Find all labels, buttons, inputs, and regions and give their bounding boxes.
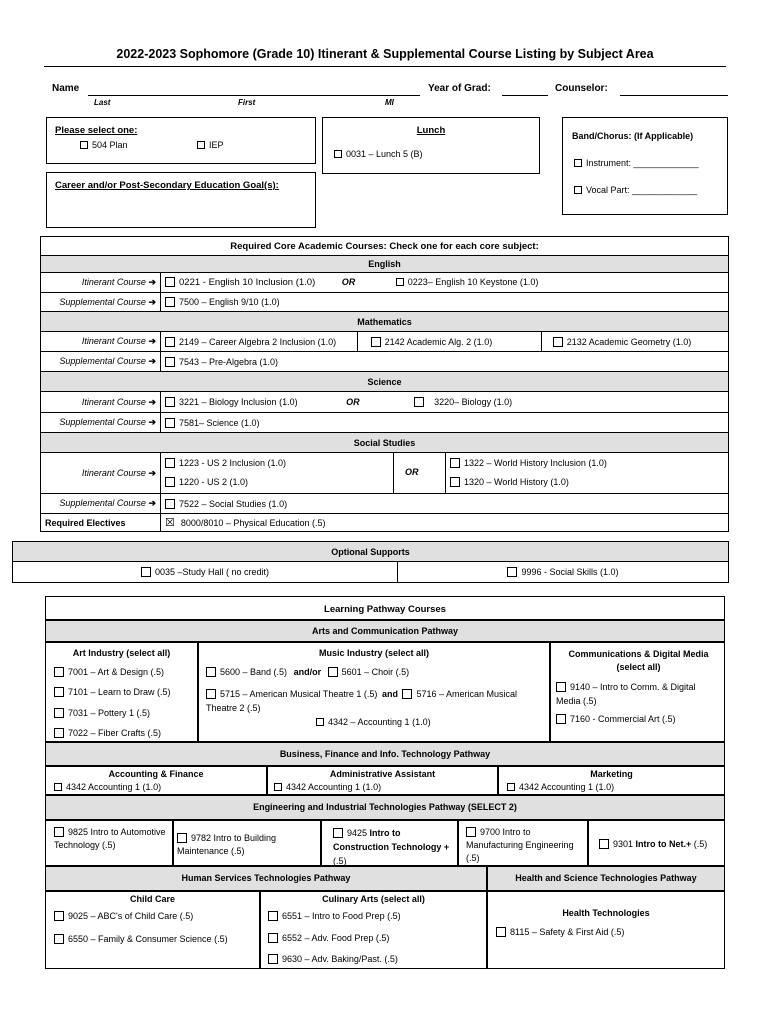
- checkbox[interactable]: [574, 186, 582, 194]
- eng-9425-cell: [321, 820, 458, 866]
- english-itinerant-options: [161, 273, 729, 293]
- checkbox[interactable]: [553, 337, 563, 347]
- title-rule: [44, 66, 726, 67]
- checkbox[interactable]: [165, 499, 175, 509]
- supplemental-label: Supplemental Course ➔: [41, 352, 161, 372]
- eng-9425-title: Intro to Construction Technology +: [333, 828, 450, 852]
- child-care-heading: Child Care: [129, 894, 175, 904]
- eng-9700-cell: [458, 820, 588, 866]
- social-7522-label: 7522 – Social Studies (1.0): [179, 498, 288, 509]
- eng-9825-cell: [45, 820, 173, 866]
- eng-9425-option[interactable]: [333, 826, 457, 868]
- checkbox[interactable]: [197, 141, 205, 149]
- checkbox[interactable]: [54, 783, 62, 791]
- name-label: Name: [52, 83, 80, 94]
- checkbox[interactable]: [333, 828, 343, 838]
- lunch-option[interactable]: [334, 149, 423, 159]
- checkbox[interactable]: [165, 277, 175, 287]
- eng-9782-cell: [173, 820, 321, 866]
- admin-4342-label: 4342 Accounting 1 (1.0): [286, 782, 382, 792]
- instrument-option[interactable]: [574, 158, 699, 168]
- social-skills-label: 9996 - Social Skills (1.0): [521, 567, 619, 577]
- arrow-right-icon: ➔: [148, 417, 156, 427]
- band-box: [562, 117, 728, 215]
- itinerant-label: Itinerant Course ➔: [41, 453, 161, 494]
- checkbox[interactable]: [54, 934, 64, 944]
- accounting-cell: [45, 766, 267, 795]
- social-heading: Social Studies: [41, 433, 729, 453]
- music-5601-option[interactable]: [328, 667, 410, 677]
- math-2149-option[interactable]: [165, 337, 336, 347]
- culinary-9630-label: 9630 – Adv. Baking/Past. (.5): [282, 954, 398, 964]
- checkbox[interactable]: [54, 827, 64, 837]
- checkbox[interactable]: [165, 357, 175, 367]
- checkbox[interactable]: [599, 839, 609, 849]
- culinary-cell: [260, 891, 487, 969]
- eng-9301-cell: [588, 820, 725, 866]
- social-1320-option[interactable]: [450, 477, 569, 487]
- math-7543-label: 7543 – Pre-Algebra (1.0): [179, 356, 279, 367]
- checkbox[interactable]: [165, 458, 175, 468]
- culinary-6551-label: 6551 – Intro to Food Prep (.5): [282, 911, 401, 921]
- and-label: and: [381, 689, 398, 699]
- marketing-cell: [498, 766, 725, 795]
- eng-9425-code: 9425: [347, 828, 370, 838]
- english-0221-option[interactable]: [165, 277, 315, 287]
- social-1322-option[interactable]: [450, 458, 607, 468]
- accounting-heading: Accounting & Finance: [108, 769, 204, 779]
- science-itinerant-options: [161, 392, 729, 413]
- art-7101-option[interactable]: [54, 687, 171, 697]
- checkbox[interactable]: [466, 827, 476, 837]
- arrow-right-icon: ➔: [148, 336, 156, 346]
- checkbox[interactable]: [54, 728, 64, 738]
- admin-cell: [267, 766, 498, 795]
- art-7101-label: 7101 – Learn to Draw (.5): [68, 687, 171, 697]
- health-tech-heading: Health Technologies: [562, 908, 650, 918]
- comm-7160-label: 7160 - Commercial Art (.5): [570, 714, 676, 724]
- core-heading: Required Core Academic Courses: Check one for each core subject:: [41, 237, 729, 256]
- eng-9782-option[interactable]: [177, 832, 317, 858]
- social-1320-label: 1320 – World History (1.0): [464, 477, 569, 487]
- english-7500-label: 7500 – English 9/10 (1.0): [179, 297, 280, 307]
- checkbox[interactable]: [54, 667, 64, 677]
- culinary-6552-option[interactable]: [268, 933, 389, 943]
- math-2142-label: 2142 Academic Alg. 2 (1.0): [384, 336, 493, 347]
- social-1223-label: 1223 - US 2 Inclusion (1.0): [179, 458, 287, 468]
- music-5600-label: 5600 – Band (.5): [220, 667, 288, 677]
- art-7022-label: 7022 – Fiber Crafts (.5): [68, 728, 162, 738]
- study-hall-label: 0035 –Study Hall ( no credit): [154, 567, 270, 577]
- career-heading: Career and/or Post-Secondary Education Goal(s):: [55, 180, 279, 191]
- page-title: 2022-2023 Sophomore (Grade 10) Itinerant & Supplemental Course Listing by Subject Area: [116, 47, 654, 61]
- lunch-box: [322, 117, 540, 174]
- health-cell: [487, 891, 725, 969]
- science-3220-label: 3220– Biology (1.0): [434, 397, 513, 407]
- supplemental-label: Supplemental Course ➔: [41, 494, 161, 514]
- music-industry-cell: [198, 642, 550, 742]
- checkbox[interactable]: [334, 150, 342, 158]
- music-4342-option[interactable]: [316, 717, 431, 727]
- eng-9700-option[interactable]: [466, 826, 588, 865]
- checkbox[interactable]: [414, 397, 424, 407]
- music-5716-label: 5716 – American Musical Theatre 2 (.5): [206, 689, 518, 713]
- checkbox[interactable]: [450, 458, 460, 468]
- checkbox[interactable]: [268, 954, 278, 964]
- admin-4342-option[interactable]: [274, 782, 381, 792]
- checkbox[interactable]: [496, 927, 506, 937]
- social-7522-option[interactable]: [161, 494, 729, 514]
- plan-504-option[interactable]: [80, 140, 128, 150]
- health-heading: Health and Science Technologies Pathway: [487, 866, 725, 891]
- accounting-4342-label: 4342 Accounting 1 (1.0): [66, 782, 162, 792]
- eng-9301-option[interactable]: [599, 839, 707, 849]
- science-3221-option[interactable]: [165, 397, 298, 407]
- last-label: Last: [94, 98, 111, 107]
- music-4342-label: 4342 – Accounting 1 (1.0): [328, 717, 431, 727]
- science-7581-option[interactable]: [161, 413, 729, 433]
- art-7001-option[interactable]: [54, 667, 164, 677]
- arrow-right-icon: ➔: [148, 277, 156, 287]
- iep-label: IEP: [209, 140, 224, 150]
- child-6550-option[interactable]: [54, 934, 228, 944]
- social-1223-option[interactable]: [165, 458, 286, 468]
- counselor-label: Counselor:: [555, 83, 608, 94]
- social-1220-option[interactable]: [165, 477, 248, 487]
- art-7022-option[interactable]: [54, 728, 161, 738]
- art-7031-label: 7031 – Pottery 1 (.5): [68, 708, 151, 718]
- art-heading: Art Industry (select all): [72, 648, 171, 658]
- human-services-heading: Human Services Technologies Pathway: [45, 866, 487, 891]
- arts-heading: Arts and Communication Pathway: [45, 620, 725, 642]
- social-itinerant-options: [161, 453, 729, 494]
- social-skills-option[interactable]: [398, 562, 729, 583]
- checkbox[interactable]: [371, 337, 381, 347]
- math-itinerant-options: [161, 332, 729, 352]
- and-or-label: and/or: [293, 667, 322, 677]
- checkbox[interactable]: [80, 141, 88, 149]
- first-label: First: [238, 98, 256, 107]
- band-heading: Band/Chorus: (If Applicable): [572, 131, 694, 141]
- eng-9301-title: Intro to Net.+: [635, 839, 692, 849]
- checkbox[interactable]: [274, 783, 282, 791]
- study-hall-option[interactable]: [13, 562, 398, 583]
- marketing-4342-option[interactable]: [507, 782, 614, 792]
- eng-9425-credit: (.5): [333, 856, 347, 866]
- math-2132-label: 2132 Academic Geometry (1.0): [566, 336, 692, 347]
- music-5600-option[interactable]: [206, 667, 287, 677]
- eng-9825-option[interactable]: [54, 826, 172, 852]
- arrow-right-icon: ➔: [148, 356, 156, 366]
- checkbox[interactable]: [165, 477, 175, 487]
- checkbox[interactable]: [396, 278, 404, 286]
- child-9025-option[interactable]: [54, 911, 193, 921]
- science-7581-label: 7581– Science (1.0): [179, 417, 260, 428]
- english-0223-option[interactable]: [396, 277, 539, 287]
- checkbox[interactable]: [316, 718, 324, 726]
- marketing-heading: Marketing: [590, 769, 633, 779]
- culinary-6551-option[interactable]: [268, 911, 401, 921]
- eng-9301-code: 9301: [613, 839, 636, 849]
- checkbox[interactable]: [556, 714, 566, 724]
- name-field[interactable]: [88, 95, 420, 96]
- english-heading: English: [41, 256, 729, 273]
- checkbox[interactable]: [556, 682, 566, 692]
- eng-9825-label: 9825 Intro to Automotive Technology (.5): [54, 827, 166, 850]
- english-7500-option[interactable]: [161, 293, 729, 312]
- culinary-9630-option[interactable]: [268, 954, 398, 964]
- checkbox[interactable]: [206, 667, 216, 677]
- culinary-heading: Culinary Arts (select all): [322, 894, 425, 904]
- checkbox[interactable]: [141, 567, 151, 577]
- iep-option[interactable]: [197, 140, 224, 150]
- instrument-label: Instrument: _____________: [586, 158, 699, 168]
- year-label: Year of Grad:: [428, 83, 491, 94]
- pathway-heading: Learning Pathway Courses: [324, 604, 446, 615]
- culinary-6552-label: 6552 – Adv. Food Prep (.5): [282, 933, 390, 943]
- checkbox[interactable]: [450, 477, 460, 487]
- or-label: OR: [346, 397, 360, 407]
- science-heading: Science: [41, 372, 729, 392]
- or-label: OR: [341, 277, 356, 287]
- music-5601-label: 5601 – Choir (.5): [341, 667, 410, 677]
- vocal-label: Vocal Part: _____________: [586, 185, 698, 195]
- business-heading: Business, Finance and Info. Technology Pathway: [45, 742, 725, 766]
- checkbox[interactable]: [165, 418, 175, 428]
- supplemental-label: Supplemental Course ➔: [41, 293, 161, 312]
- or-label: OR: [405, 467, 419, 477]
- checkbox[interactable]: [268, 933, 278, 943]
- pe-option[interactable]: [161, 514, 729, 532]
- art-7001-label: 7001 – Art & Design (.5): [68, 667, 165, 677]
- math-7543-option[interactable]: [161, 352, 729, 372]
- pe-label: 8000/8010 – Physical Education (.5): [180, 518, 326, 528]
- lunch-heading: Lunch: [416, 125, 446, 136]
- music-theatre-row: [206, 687, 546, 715]
- music-5715-option[interactable]: [206, 689, 377, 699]
- comm-9140-option[interactable]: [556, 680, 721, 708]
- health-8115-option[interactable]: [496, 927, 624, 937]
- accounting-4342-option[interactable]: [54, 782, 161, 792]
- health-8115-label: 8115 – Safety & First Aid (.5): [510, 927, 625, 937]
- english-0221-label: 0221 - English 10 Inclusion (1.0): [179, 277, 316, 288]
- music-band-choir-row: [206, 667, 409, 677]
- optional-supports-table: [12, 541, 729, 583]
- checkbox[interactable]: [165, 337, 175, 347]
- optional-heading: Optional Supports: [13, 542, 729, 562]
- art-7031-option[interactable]: [54, 708, 150, 718]
- year-field[interactable]: [502, 95, 548, 96]
- checkbox[interactable]: [177, 833, 187, 843]
- plan-504-label: 504 Plan: [92, 140, 128, 150]
- checkbox[interactable]: [165, 297, 175, 307]
- eng-9782-label: 9782 Intro to Building Maintenance (.5): [177, 833, 277, 856]
- checked-box-icon[interactable]: ☒: [165, 517, 175, 529]
- career-box: [46, 172, 316, 228]
- math-2142-option[interactable]: [371, 337, 493, 347]
- english-0223-label: 0223– English 10 Keystone (1.0): [407, 277, 539, 287]
- plan-box: [46, 117, 316, 164]
- itinerant-label: Itinerant Course ➔: [41, 332, 161, 352]
- art-industry-cell: [45, 642, 198, 742]
- comm-9140-label: 9140 – Intro to Comm. & Digital Media (.5): [556, 682, 696, 706]
- child-care-cell: [45, 891, 260, 969]
- eng-9700-label: 9700 Intro to Manufacturing Engineering (.5): [466, 827, 574, 863]
- arrow-right-icon: ➔: [148, 498, 156, 508]
- social-1322-label: 1322 – World History Inclusion (1.0): [464, 458, 607, 468]
- itinerant-label: Itinerant Course ➔: [41, 273, 161, 293]
- admin-heading: Administrative Assistant: [329, 769, 436, 779]
- checkbox[interactable]: [54, 708, 64, 718]
- itinerant-label: Itinerant Course ➔: [41, 392, 161, 413]
- checkbox[interactable]: [507, 567, 517, 577]
- supplemental-label: Supplemental Course ➔: [41, 413, 161, 433]
- arrow-right-icon: ➔: [148, 296, 156, 307]
- math-2132-option[interactable]: [553, 337, 692, 347]
- child-9025-label: 9025 – ABC's of Child Care (.5): [68, 911, 194, 921]
- social-1220-label: 1220 - US 2 (1.0): [179, 477, 249, 487]
- checkbox[interactable]: [402, 689, 412, 699]
- mi-label: MI: [385, 98, 394, 107]
- music-heading: Music Industry (select all): [318, 648, 430, 658]
- comm-7160-option[interactable]: [556, 714, 676, 724]
- checkbox[interactable]: [165, 397, 175, 407]
- arrow-right-icon: ➔: [148, 396, 156, 407]
- science-3221-label: 3221 – Biology Inclusion (1.0): [179, 397, 298, 407]
- checkbox[interactable]: [574, 159, 582, 167]
- checkbox[interactable]: [54, 687, 64, 697]
- checkbox[interactable]: [328, 667, 338, 677]
- comm-heading: Communications & Digital Media (select all): [568, 649, 709, 672]
- required-electives-label: Required Electives: [41, 514, 161, 532]
- core-courses-table: [40, 236, 729, 532]
- marketing-4342-label: 4342 Accounting 1 (1.0): [519, 782, 615, 792]
- engineering-heading: Engineering and Industrial Technologies Pathway (SELECT 2): [45, 795, 725, 820]
- counselor-field[interactable]: [620, 95, 728, 96]
- checkbox[interactable]: [507, 783, 515, 791]
- checkbox[interactable]: [54, 911, 64, 921]
- checkbox[interactable]: [206, 689, 216, 699]
- select-heading: Please select one:: [55, 125, 138, 136]
- science-3220-option[interactable]: [414, 397, 512, 407]
- pathway-heading-box: [45, 596, 725, 620]
- math-heading: Mathematics: [41, 312, 729, 332]
- math-2149-label: 2149 – Career Algebra 2 Inclusion (1.0): [179, 336, 337, 347]
- arrow-right-icon: ➔: [148, 467, 156, 478]
- lunch-label: 0031 – Lunch 5 (B): [346, 149, 423, 159]
- comm-media-cell: [550, 642, 725, 742]
- checkbox[interactable]: [268, 911, 278, 921]
- vocal-option[interactable]: [574, 185, 697, 195]
- child-6550-label: 6550 – Family & Consumer Science (.5): [68, 934, 228, 944]
- eng-9301-credit: (.5): [691, 839, 708, 849]
- music-5715-label: 5715 – American Musical Theatre 1 (.5): [220, 689, 378, 699]
